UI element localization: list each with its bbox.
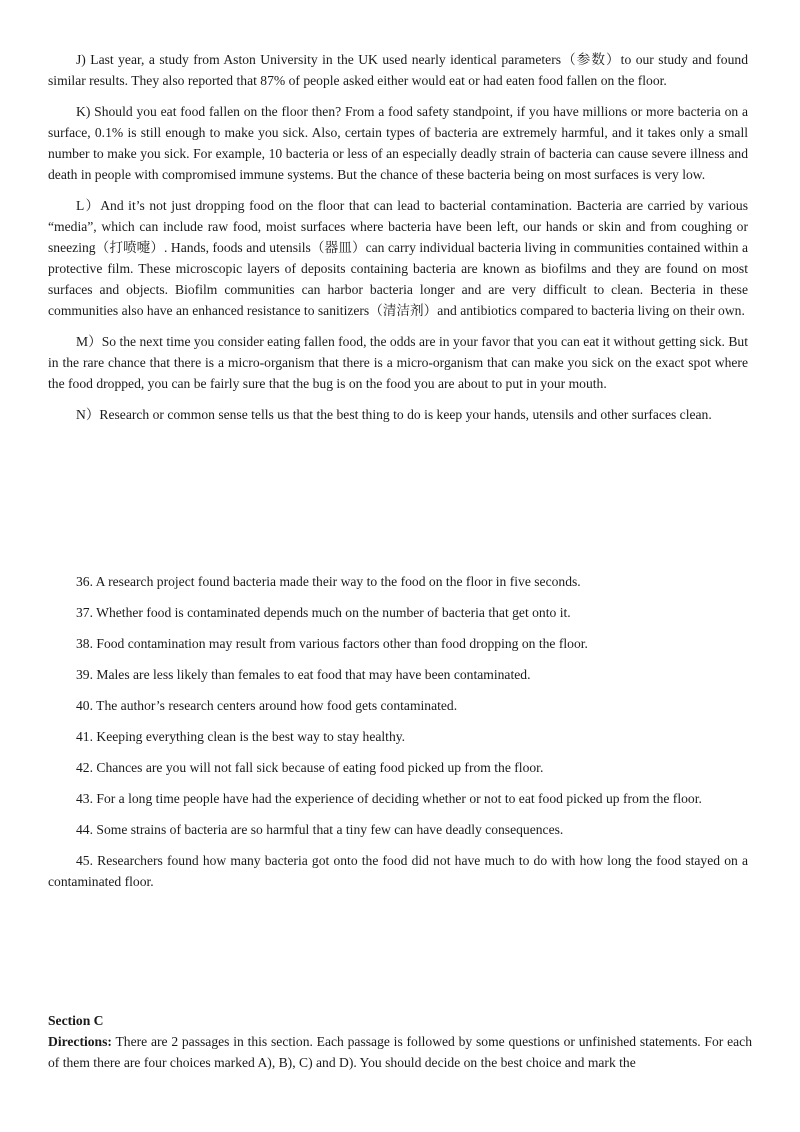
reading-passage bbox=[48, 49, 748, 435]
statement-42: 42. Chances are you will not fall sick because of eating food picked up from the floor. bbox=[76, 760, 544, 775]
statement-45: 45. Researchers found how many bacteria got onto the food did not have much to do with how long the food stayed on a contaminated floor. bbox=[48, 853, 748, 889]
statement-41: 41. Keeping everything clean is the best way to stay healthy. bbox=[76, 729, 406, 744]
section-c bbox=[48, 1010, 752, 1073]
statement-36: 36. A research project found bacteria made their way to the food on the floor in five seconds. bbox=[76, 574, 581, 589]
directions-label: Directions: bbox=[48, 1034, 112, 1049]
paragraph-n: N）Research or common sense tells us that the best thing to do is keep your hands, utensils and other surfaces clean. bbox=[76, 407, 712, 422]
statement-44: 44. Some strains of bacteria are so harmful that a tiny few can have deadly consequences. bbox=[76, 822, 564, 837]
statement-37: 37. Whether food is contaminated depends much on the number of bacteria that get onto it. bbox=[76, 605, 571, 620]
statement-39: 39. Males are less likely than females to eat food that may have been contaminated. bbox=[76, 667, 531, 682]
paragraph-j: J) Last year, a study from Aston University in the UK used nearly identical parameters（参数）to our study and found similar results. They also reported that 87% of people asked either would eat or had eaten food fallen on the floor. bbox=[48, 52, 748, 88]
directions-text: There are 2 passages in this section. Each passage is followed by some questions or unfinished statements. For each of them there are four choices marked A), B), C) and D). You should decide on the best choice and mark the bbox=[48, 1034, 752, 1070]
paragraph-k: K) Should you eat food fallen on the floor then? From a food safety standpoint, if you have millions or more bacteria on a surface, 0.1% is still enough to make you sick. Also, certain types of bacteria are extremely harmful, and it takes only a small number to make you sick. For example, 10 bacteria or less of an especially deadly strain of bacteria can cause severe illness and death in people with compromised immune systems. But the chance of these bacteria being on most surfaces is very low. bbox=[48, 104, 748, 182]
section-title: Section C bbox=[48, 1013, 104, 1028]
statement-40: 40. The author’s research centers around how food gets contaminated. bbox=[76, 698, 458, 713]
directions bbox=[48, 1031, 752, 1073]
statement-list bbox=[48, 571, 748, 902]
statement-38: 38. Food contamination may result from various factors other than food dropping on the floor. bbox=[76, 636, 588, 651]
paragraph-l: L）And it’s not just dropping food on the floor that can lead to bacterial contamination. Bacteria are carried by various “media”, which can include raw food, moist surfaces where bacteria have been left, our hands or skin and from coughing or sneezing（打喷嚏）. Hands, foods and utensils（器皿）can carry individual bacteria living in communities contained within a protective film. These microscopic layers of deposits containing bacteria are known as biofilms and they are found on most surfaces and objects. Biofilm communities can harbor bacteria longer and are very difficult to clean. Becteria in these communities also have an enhanced resistance to sanitizers（清洁剂）and antibiotics compared to bacteria living on their own. bbox=[48, 198, 748, 318]
statement-43: 43. For a long time people have had the experience of deciding whether or not to eat food picked up from the floor. bbox=[76, 791, 702, 806]
paragraph-m: M）So the next time you consider eating fallen food, the odds are in your favor that you can eat it without getting sick. But in the rare chance that there is a micro-organism that there is a micro-organism that can make you sick on the exact spot where the food dropped, you can be fairly sure that the bug is on the food you are about to put in your mouth. bbox=[48, 334, 748, 391]
